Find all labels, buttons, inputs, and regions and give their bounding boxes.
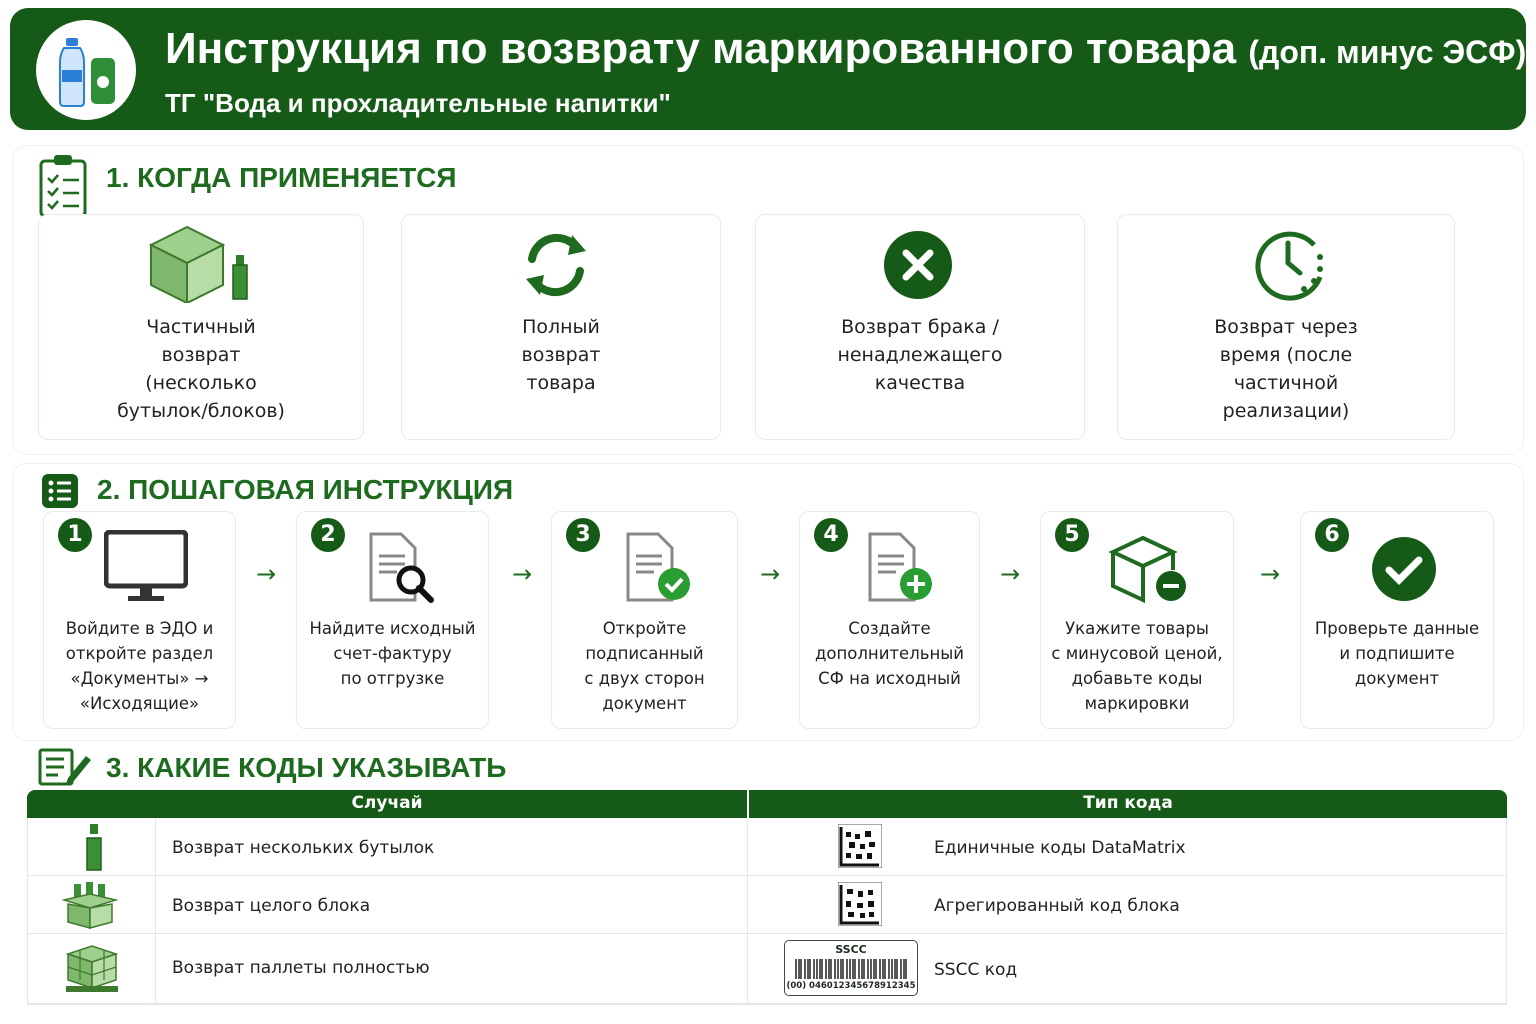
logo [36,20,136,120]
row-case: Возврат целого блока [172,896,371,916]
step-number: 1 [58,518,92,552]
sscc-title: SSCC [835,943,867,956]
step-number: 6 [1315,518,1349,552]
step-2 [296,511,489,729]
bottle-can-icon [36,20,136,120]
case-card-delayed [1117,214,1455,440]
box-minus-icon [1107,534,1191,608]
datamatrix-icon [838,882,882,926]
step-text: Найдите исходный счет-фактуру по отгрузке [309,619,476,688]
table-row [27,876,1507,934]
refresh-icon [520,229,592,301]
monitor-icon [104,530,188,604]
case-card-text: Частичный возврат (несколько бутылок/блоков) [117,316,285,422]
header-divider [747,790,749,818]
checklist-icon [38,153,88,219]
step-3 [551,511,738,729]
case-card-full [401,214,721,440]
close-circle-icon [882,229,954,301]
step-5 [1040,511,1234,729]
document-search-icon [367,530,435,606]
sscc-number: (00) 046012345678912345 [786,981,916,991]
step-number: 2 [311,518,345,552]
title-main: Инструкция по возврату маркированного товара [165,24,1237,73]
table-row [27,818,1507,876]
document-check-icon [624,530,694,604]
box-bottle-icon [147,221,259,303]
step-text: Проверьте данные и подпишите документ [1314,619,1480,688]
section2-title: 2. ПОШАГОВАЯ ИНСТРУКЦИЯ [97,474,514,505]
sscc-label [784,940,918,996]
table-bottom-border [27,1004,1507,1005]
page-title [165,24,1526,74]
step-number: 3 [566,518,600,552]
step-arrow: → [760,560,781,588]
box-bottles-icon [62,882,118,930]
list-icon [42,474,78,508]
clock-icon [1254,227,1328,301]
col-case: Случай [351,793,423,813]
step-arrow: → [256,560,277,588]
row-case: Возврат паллеты полностью [172,958,430,978]
step-text: Откройте подписанный с двух сторон документ [584,619,705,713]
row-case: Возврат нескольких бутылок [172,838,435,858]
step-number: 4 [814,518,848,552]
case-card-text: Возврат брака / ненадлежащего качества [837,316,1003,394]
row-code-type: Агрегированный код блока [934,896,1180,916]
step-6 [1300,511,1494,729]
bottle-icon [83,824,105,872]
barcode-icon [795,959,907,979]
row-code-type: SSCC код [934,960,1018,980]
table-row [27,934,1507,1004]
step-1 [43,511,236,729]
col-code-type: Тип кода [1083,793,1173,813]
case-card-text: Возврат через время (после частичной реализации) [1214,316,1358,422]
title-suffix: (доп. минус ЭСФ) [1248,34,1527,70]
section3-title: 3. КАКИЕ КОДЫ УКАЗЫВАТЬ [106,752,507,783]
check-circle-icon [1371,536,1437,602]
step-arrow: → [1260,560,1281,588]
section1-title: 1. КОГДА ПРИМЕНЯЕТСЯ [106,162,457,193]
page-subtitle: ТГ "Вода и прохладительные напитки" [165,88,671,118]
step-arrow: → [1000,560,1021,588]
step-number: 5 [1055,518,1089,552]
step-text: Создайте дополнительный СФ на исходный [814,619,964,688]
header-banner [10,8,1526,130]
step-4 [799,511,980,729]
case-card-defect [755,214,1085,440]
step-text: Войдите в ЭДО и откройте раздел «Документы» → «Исходящие» [65,619,214,713]
step-arrow: → [512,560,533,588]
row-code-type: Единичные коды DataMatrix [934,838,1186,858]
case-card-text: Полный возврат товара [521,316,601,394]
datamatrix-icon [838,824,882,868]
step-text: Укажите товары с минусовой ценой, добавьте коды маркировки [1051,619,1223,713]
codes-table-header [27,790,1507,818]
pallet-icon [62,942,122,994]
document-edit-icon [38,748,92,786]
document-add-icon [866,530,936,604]
case-card-partial [38,214,364,440]
